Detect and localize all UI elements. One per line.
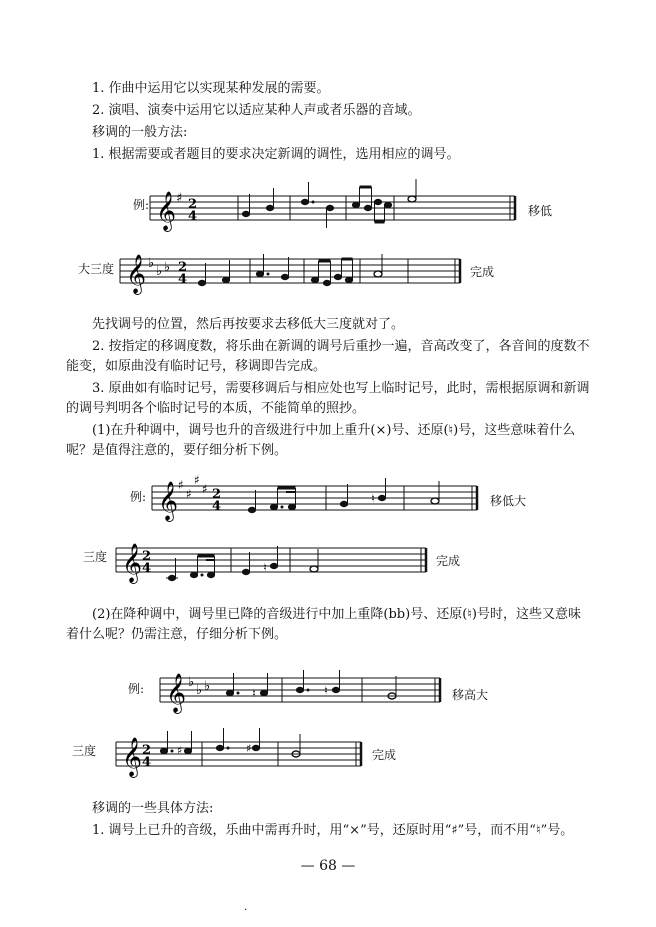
paragraph: (2)在降种调中，调号里已降的音级进行中加上重降(bb)号、还原(♮)号时，这些又意味: [92, 607, 581, 622]
annotation: 移高大: [452, 688, 489, 702]
example-label: 例:: [130, 490, 147, 504]
flat-icon: ♭: [188, 675, 195, 690]
example-label: 三度: [72, 744, 97, 758]
flat-icon: ♭: [204, 679, 211, 694]
page-number: — 68 —: [300, 858, 356, 874]
svg-text:2: 2: [142, 743, 152, 758]
annotation: 完成: [436, 554, 461, 568]
example-label: 例:: [133, 198, 150, 212]
dot-mark: ·: [244, 905, 248, 916]
annotation: 完成: [470, 265, 495, 279]
paragraph: (1)在升种调中，调号也升的音级进行中加上重升(×)号、还原(♮)号，这些意味着什么: [92, 423, 576, 438]
sharp-icon: ♯: [176, 191, 183, 206]
flat-icon: ♭: [196, 683, 203, 698]
music-staff-1: [150, 182, 520, 238]
treble-clef-icon: 𝄞: [122, 543, 143, 583]
text-line-4: 1. 根据需要或者题目的要求决定新调的调性，选用相应的调号。: [92, 147, 460, 162]
paragraph: 2. 按指定的移调度数，将乐曲在新调的调号后重抄一遍，音高改变了，各音间的度数不: [92, 339, 590, 354]
section-heading: 移调的一般方法:: [92, 125, 188, 140]
natural-icon: ♮: [263, 561, 267, 574]
paragraph: 着什么呢？仍需注意，仔细分析下例。: [66, 627, 288, 642]
treble-clef-icon: 𝄞: [126, 254, 147, 294]
music-staff-2b: [116, 534, 431, 590]
music-staff-3: [160, 664, 445, 720]
sharp-icon: ♯: [177, 744, 183, 757]
svg-text:2: 2: [178, 260, 188, 275]
annotation: 完成: [372, 748, 397, 762]
sharp-icon: ♯: [194, 473, 200, 487]
annotation: 移低大: [490, 494, 527, 508]
flat-icon: ♭: [164, 260, 171, 275]
svg-text:4: 4: [178, 272, 188, 287]
paragraph: 能变，如原曲没有临时记号，移调即告完成。: [66, 359, 327, 374]
text-line-1: 1. 作曲中运用它以实现某种发展的需要。: [92, 81, 330, 96]
annotation: 移低: [528, 204, 553, 218]
paragraph: 先找调号的位置，然后再按要求去移低大三度就对了。: [92, 317, 405, 332]
paragraph: 1. 调号上已升的音级，乐曲中需再升时，用“×”号，还原时用“♯”号，而不用“♮”号。: [92, 823, 574, 838]
svg-text:4: 4: [142, 561, 152, 576]
svg-text:2: 2: [188, 197, 198, 212]
svg-text:2: 2: [212, 487, 222, 502]
music-staff-2: [152, 472, 482, 528]
natural-icon: ♮: [324, 684, 328, 697]
text-line-2: 2. 演唱、演奏中运用它以适应某种人声或者乐器的音域。: [92, 103, 421, 118]
example-label: 三度: [83, 550, 108, 564]
flat-icon: ♭: [156, 264, 163, 279]
paragraph: 的调号判明各个临时记号的本质，不能简单的照抄。: [66, 401, 366, 416]
section-heading: 移调的一些具体方法:: [92, 801, 214, 816]
paragraph: 呢？是值得注意的，要仔细分析下例。: [66, 443, 288, 458]
treble-clef-icon: 𝄞: [166, 673, 187, 713]
sharp-icon: ♯: [202, 482, 208, 496]
svg-text:4: 4: [142, 755, 152, 770]
example-label: 大三度: [78, 262, 115, 276]
natural-icon: ♮: [371, 492, 375, 505]
treble-clef-icon: 𝄞: [158, 481, 179, 521]
flat-icon: ♭: [148, 256, 155, 271]
svg-text:4: 4: [212, 499, 222, 514]
sharp-icon: ♯: [246, 742, 252, 755]
svg-text:4: 4: [188, 209, 198, 224]
music-staff-3b: [116, 728, 366, 784]
music-staff-1b: [120, 245, 465, 301]
svg-text:2: 2: [142, 549, 152, 564]
paragraph: 3. 原曲如有临时记号，需要移调后与相应处也写上临时记号，此时，需根据原调和新调: [92, 381, 590, 396]
example-label: 例:: [128, 682, 145, 696]
sharp-icon: ♯: [178, 478, 184, 492]
natural-icon: ♮: [252, 687, 256, 700]
treble-clef-icon: 𝄞: [122, 737, 143, 777]
treble-clef-icon: 𝄞: [156, 191, 177, 231]
sharp-icon: ♯: [186, 487, 192, 501]
